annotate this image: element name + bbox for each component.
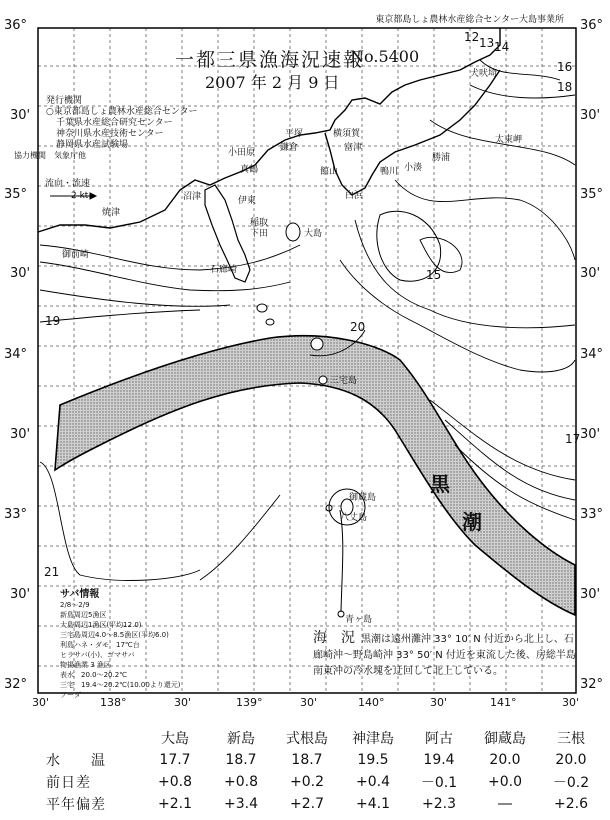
current-legend-scale: 2 kt [71, 191, 89, 201]
place-aogashima: 青ヶ島 [345, 615, 373, 625]
row-label-day-diff: 前日差 [46, 775, 91, 791]
lon-label-137-30: 30' [32, 696, 50, 709]
place-futtsu: 富津 [344, 143, 363, 153]
place-irozaki: 石廊崎 [210, 265, 238, 275]
saba-line-1: 2/8～2/9 [60, 601, 90, 609]
saba-info [60, 590, 225, 700]
issue-number: No.5400 [350, 47, 420, 66]
place-katsuura: 勝浦 [432, 153, 451, 163]
comment-title: 海 況 [313, 630, 355, 646]
isotherm-label-20: 20 [350, 320, 366, 334]
row-label-normal-deviation: 平年偏差 [46, 797, 106, 813]
lat-label-33-right: 33° [580, 507, 604, 522]
saba-line-5: 利島ハネ・ダモ 17℃台 [60, 641, 140, 649]
place-shimoda: 下田 [250, 229, 269, 239]
lat-label-36-left: 36° [4, 18, 28, 33]
place-kamogawa: 鴨川 [380, 167, 399, 177]
place-shirahama: 白浜 [345, 191, 364, 201]
issuers-block [46, 96, 198, 151]
kuroshio-band [55, 336, 575, 615]
isotherm-label-14: 14 [494, 40, 510, 54]
saba-line-7: 物揚漁業 3 漁区 [60, 661, 111, 669]
station-header: 式根島 [286, 731, 328, 747]
place-tateyama: 館山 [320, 167, 339, 177]
table-header-row [38, 727, 604, 749]
lat-label-36-right: 36° [580, 18, 604, 33]
place-kamakura: 鎌倉 [280, 143, 299, 153]
issuer-2: 千葉県水産総合研究センター [56, 118, 173, 128]
table-cell: －0.2 [552, 775, 590, 791]
kuroshio-label-1: 黒 [430, 472, 450, 496]
isotherm-label-19: 19 [45, 314, 61, 328]
lat-label-34-left: 34° [4, 347, 28, 362]
lat-label-34-30-left: 30' [10, 266, 31, 281]
lat-label-33-30-left: 30' [10, 427, 31, 442]
saba-line-10: ソーダ [60, 691, 81, 699]
station-header: 大島 [161, 731, 189, 747]
water-temperature-table [38, 727, 604, 815]
sea-condition-comment [313, 630, 583, 680]
lon-label-139: 139° [236, 696, 263, 709]
table-cell: 19.5 [357, 752, 389, 768]
issuers-label: 発行機関 [46, 96, 83, 106]
table-cell: +2.7 [290, 796, 324, 812]
table-cell: －0.1 [420, 775, 458, 791]
isotherm-label-18: 18 [557, 80, 573, 94]
saba-line-4: 三宅島周辺4.0～8.5漁区(平均6.0) [60, 631, 169, 639]
lat-label-32-right: 32° [580, 677, 604, 692]
station-header: 阿古 [425, 731, 453, 747]
saba-line-8: 表水 20.0～20.2℃ [60, 671, 128, 679]
lat-label-35-right: 35° [580, 187, 604, 202]
place-yaizu: 焼津 [102, 208, 121, 218]
table-cell: 18.7 [291, 752, 323, 768]
table-cell: +4.1 [356, 796, 390, 812]
table-cell: 19.4 [423, 752, 455, 768]
isotherm-label-12: 12 [464, 30, 480, 44]
issuer-1: ○東京都島しょ農林水産総合センター [46, 107, 198, 117]
saba-line-6: ヒラサバ(小)、ゴマサバ [60, 651, 135, 659]
row-label-water-temp: 水 温 [46, 753, 106, 769]
table-cell: +0.4 [356, 774, 390, 790]
lon-label-140-30: 30' [430, 696, 448, 709]
saba-info-title: サバ情報 [60, 589, 100, 600]
table-cell: +2.6 [554, 796, 588, 812]
current-legend-label: 流向・流速 [45, 179, 91, 189]
survey-line [340, 510, 343, 612]
publisher-label: 東京都島しょ農林水産総合センター大島事業所 [375, 15, 564, 25]
lon-label-138: 138° [100, 696, 127, 709]
saba-line-2: 新島周辺5漁区 [60, 611, 107, 619]
lon-label-141: 141° [490, 696, 517, 709]
lat-label-33-30-right: 30' [580, 427, 601, 442]
lat-label-35-left: 35° [4, 187, 28, 202]
comment-text: 黒潮は遠州灘沖 33° 10′ N 付近から北上し、石廊崎沖～野島崎沖 33° 50′ N 付近を東流した後、房総半島南東沖の冷水塊を迂回して北上している。 [313, 634, 576, 677]
place-miyakejima: 三宅島 [330, 376, 358, 386]
isotherm-label-13: 13 [479, 36, 495, 50]
place-mikura: 御蔵島 [349, 493, 377, 503]
table-cell: 17.7 [159, 752, 191, 768]
station-header: 新島 [227, 731, 255, 747]
report-title: 一都三県漁海況速報 [175, 49, 365, 71]
place-hiratsuka: 平塚 [285, 129, 304, 139]
station-header: 御蔵島 [484, 731, 526, 747]
place-numazu: 沼津 [183, 192, 202, 202]
report-date: 2007 年 2 月 9 日 [205, 73, 340, 92]
table-cell: +3.4 [224, 796, 258, 812]
isotherm-label-16: 16 [557, 60, 573, 74]
lat-label-32-left: 32° [4, 677, 28, 692]
lat-label-35-30-right: 30' [580, 108, 601, 123]
place-manazuru: 真鶴 [240, 165, 259, 175]
place-ito: 伊東 [238, 196, 257, 206]
place-odawara: 小田原 [228, 148, 256, 158]
table-cell: +0.2 [290, 774, 324, 790]
lat-label-34-30-right: 30' [580, 266, 601, 281]
table-row [38, 749, 604, 771]
current-legend [45, 178, 90, 202]
place-oshima: 大島 [304, 229, 323, 239]
table-cell: 18.7 [225, 752, 257, 768]
lon-label-139-30: 30' [300, 696, 318, 709]
table-row [38, 793, 604, 815]
table-cell: +0.0 [488, 774, 522, 790]
place-omaezaki: 御前崎 [62, 250, 90, 260]
place-inatori: 稲取 [250, 218, 269, 228]
issuer-3: 神奈川県水産技術センター [56, 129, 164, 139]
lon-label-140: 140° [358, 696, 385, 709]
lat-label-34-right: 34° [580, 347, 604, 362]
lat-label-33-left: 33° [4, 507, 28, 522]
table-cell: +0.8 [224, 774, 258, 790]
station-header: 三根 [557, 731, 585, 747]
issuer-4: 静岡県水産試験場 [56, 140, 129, 150]
lat-label-32-30-left: 30' [10, 587, 31, 602]
table-cell: +0.8 [158, 774, 192, 790]
place-taitomisaki: 太東岬 [495, 135, 523, 145]
table-row [38, 771, 604, 793]
table-cell: ― [498, 796, 512, 812]
table-cell: 20.0 [555, 752, 587, 768]
table-cell: 20.0 [489, 752, 521, 768]
isotherm-label-17: 17 [565, 432, 581, 446]
place-kominato: 小湊 [404, 163, 423, 173]
lat-label-32-30-right: 30' [580, 587, 601, 602]
izu-islands [257, 223, 353, 617]
place-yokosuka: 横須賀 [333, 129, 361, 139]
lat-label-35-30-left: 30' [10, 108, 31, 123]
lon-label-138-30: 30' [174, 696, 192, 709]
station-header: 神津島 [352, 731, 394, 747]
isotherm-label-15: 15 [426, 268, 442, 282]
lon-label-141-30: 30' [562, 696, 580, 709]
kuroshio-label-2: 潮 [462, 510, 482, 534]
saba-line-9: 三宅 19.4～20.2℃(10.00より還元) [60, 681, 181, 689]
cooperation-label: 協力機関 気象庁他 [14, 151, 86, 160]
saba-line-3: 大島周辺1漁区(平均12.0) [60, 621, 142, 629]
place-hachijojima: 八丈島 [340, 513, 368, 523]
isotherm-label-21: 21 [44, 565, 60, 579]
place-inubozaki: 犬吠埼 [470, 69, 498, 79]
table-cell: +2.1 [158, 796, 192, 812]
table-cell: +2.3 [422, 796, 456, 812]
